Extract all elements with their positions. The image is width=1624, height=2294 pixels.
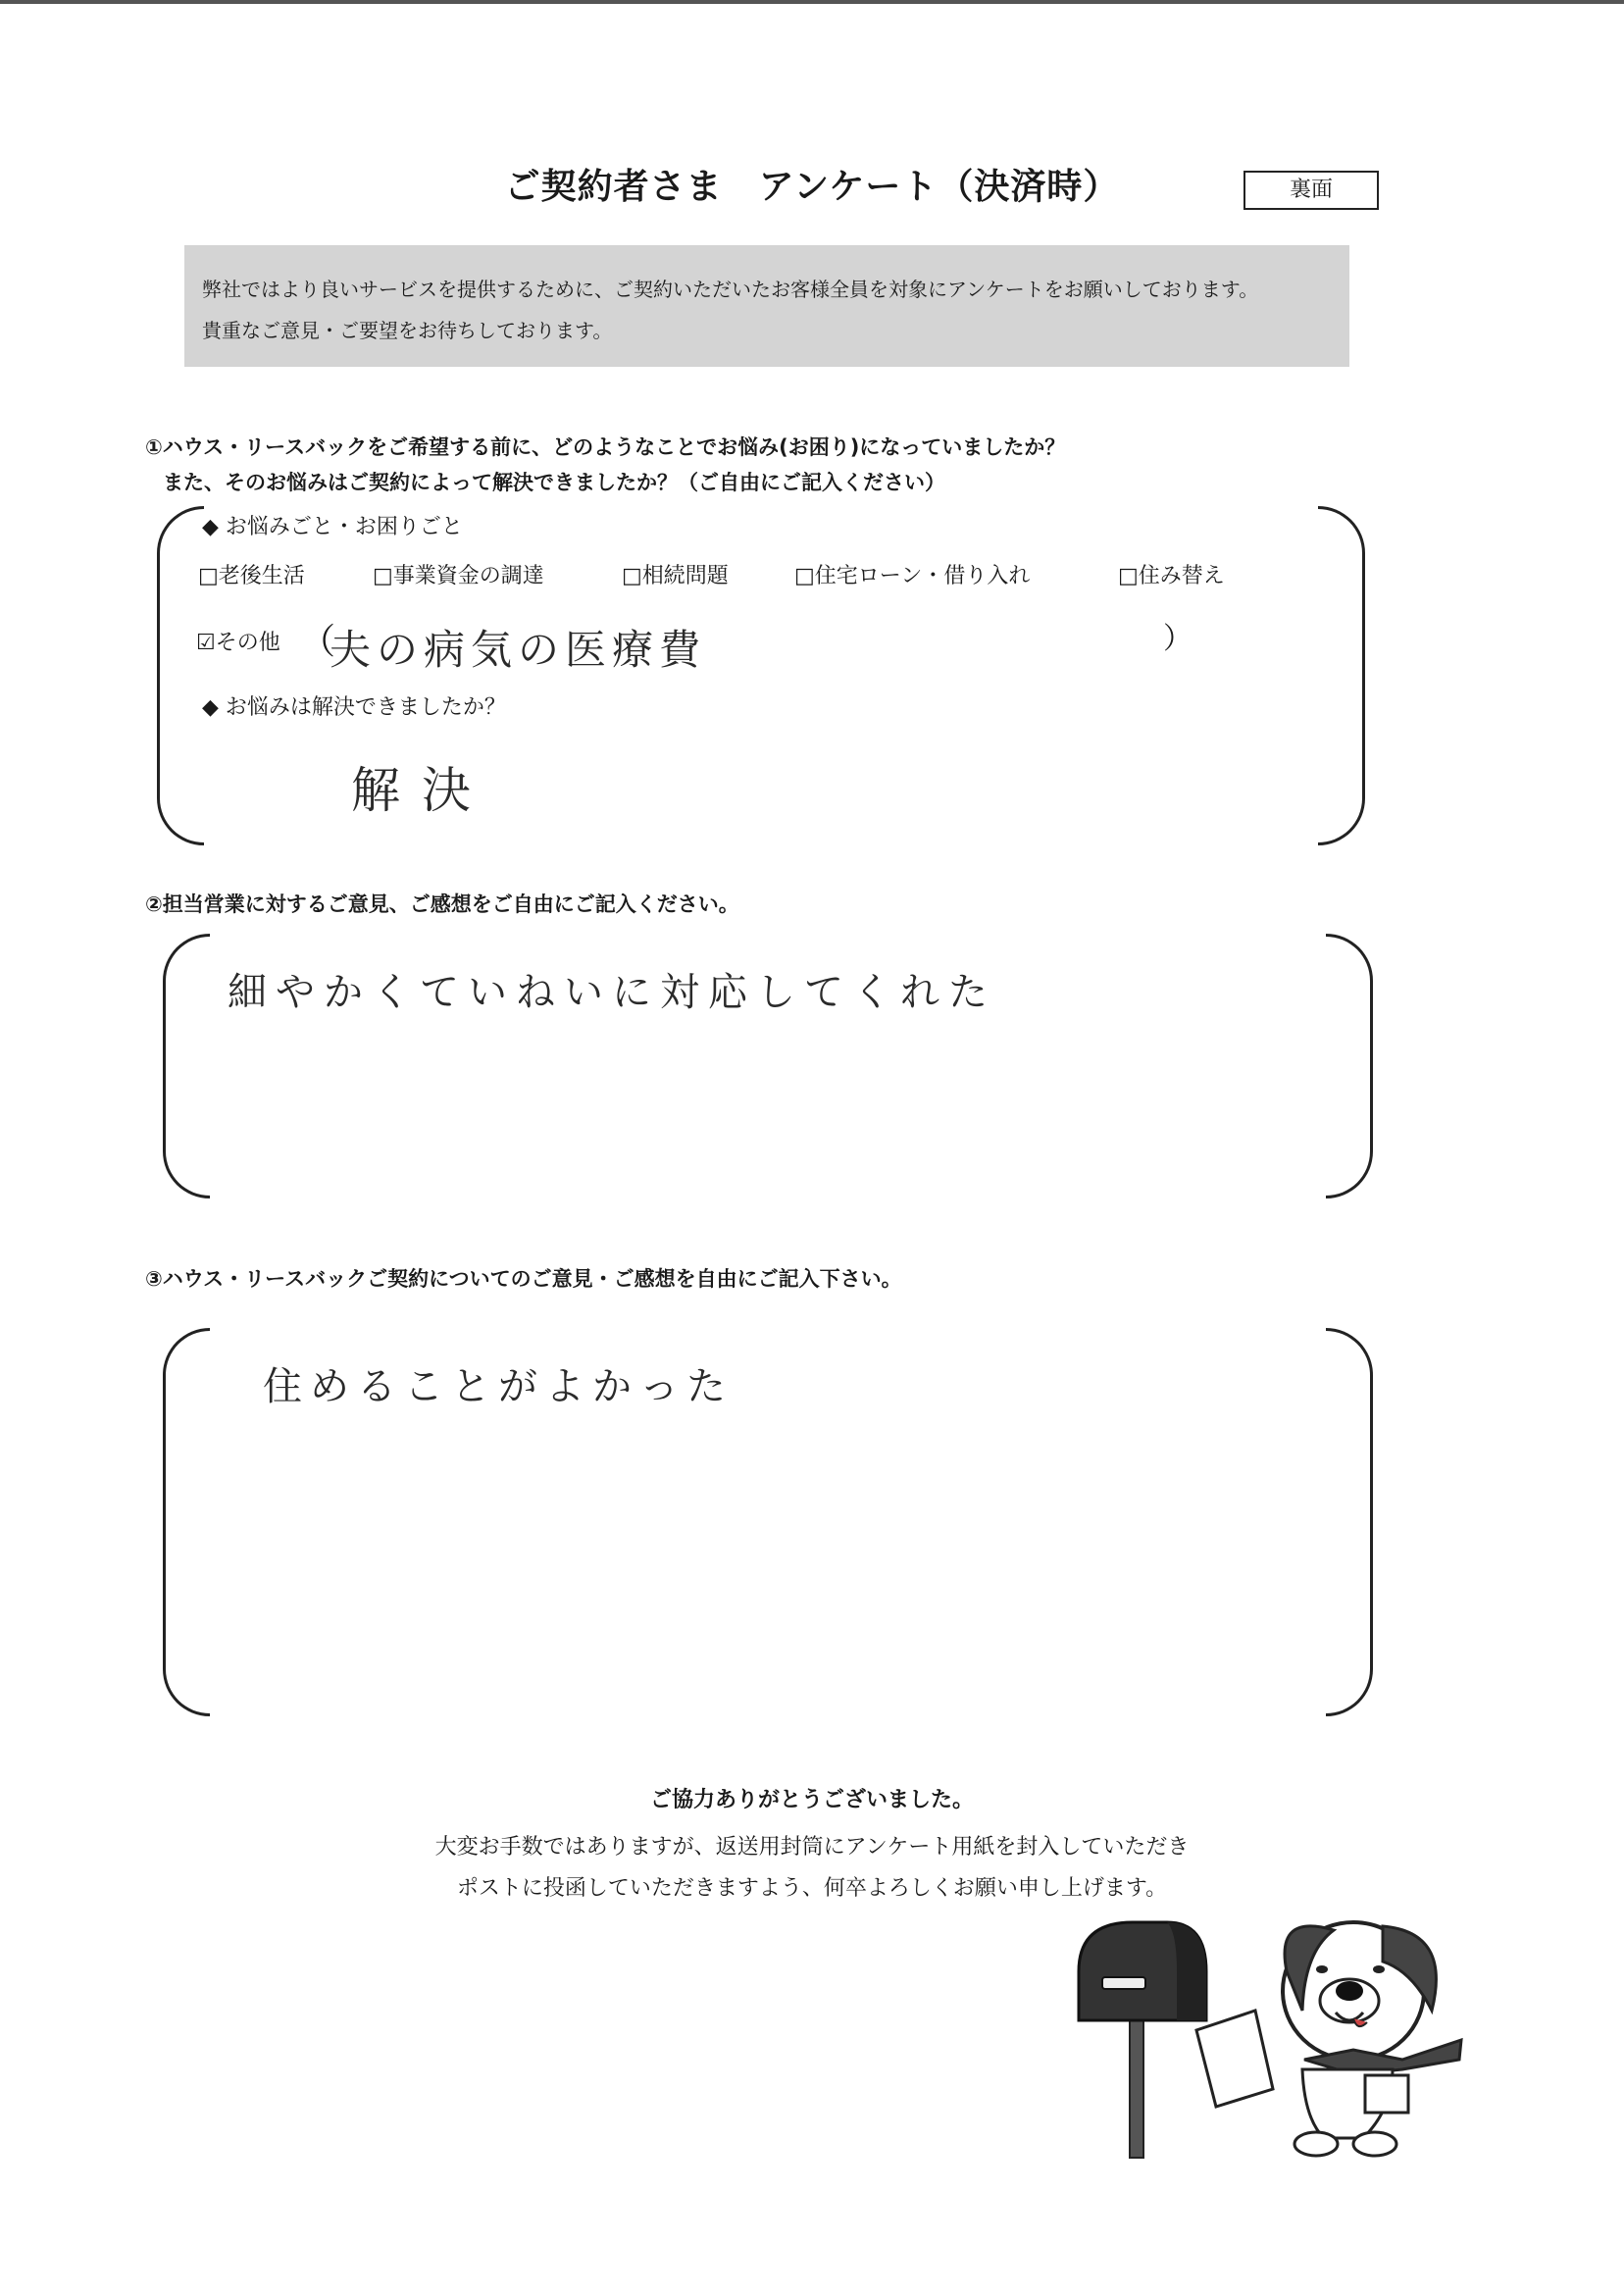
option-label: 住宅ローン・借り入れ [814,564,1031,588]
dog-mascot-icon [1283,1922,1461,2156]
mascot-illustration [1059,1912,1471,2167]
footer-line-2: ポストに投函していただきますよう、何卒よろしくお願い申し上げます。 [456,1876,1168,1901]
open-paren: （ [300,622,336,662]
left-bracket [163,1328,210,1716]
q1-line-1: ①ハウス・リースバックをご希望する前に、どのようなことでお悩み(お困り)になっていましたか？ [145,435,1066,459]
q2-answer-handwriting: 細やかくていねいに対応してくれた [228,970,996,1015]
mailbox-icon [1079,1922,1206,2158]
option-label: 相続問題 [641,564,729,588]
option-other[interactable] [196,626,280,656]
q2-question: ②担当営業に対するご意見、ご感想をご自由にご記入ください。 [145,892,739,916]
option-label: 老後生活 [218,564,305,588]
intro-line-2: 貴重なご意見・ご要望をお待ちしております。 [202,319,613,342]
checkbox-icon: □ [622,564,642,588]
right-bracket [1326,934,1373,1198]
checkbox-icon: □ [794,564,815,588]
footer-line-1: 大変お手数ではありますが、返送用封筒にアンケート用紙を封入していただき [434,1835,1190,1860]
letter-icon [1196,2011,1273,2107]
q3-answer-handwriting: 住めることがよかった [263,1364,734,1409]
option-label: 事業資金の調達 [392,564,544,588]
option-label: その他 [215,631,280,655]
q1-line-2: また、そのお悩みはご契約によって解決できましたか？（ご自由にご記入ください） [163,471,945,494]
right-bracket [1318,506,1365,845]
checked-checkbox-icon: ☑ [196,631,216,655]
option-rogo-seikatsu[interactable] [198,559,305,589]
option-jutaku-loan[interactable] [794,559,1030,589]
q1-section-1-label: ◆ お悩みごと・お困りごと [202,515,463,539]
option-jigyo-shikin[interactable] [373,559,544,589]
intro-box [184,245,1349,367]
left-bracket [163,934,210,1198]
page-title: ご契約者さま アンケート（決済時） [504,167,1120,207]
close-paren: ） [1163,622,1193,656]
side-label: 裏面 [1243,171,1379,210]
right-bracket [1326,1328,1373,1716]
checkbox-icon: □ [198,564,219,588]
option-sozoku-mondai[interactable] [622,559,729,589]
q3-question: ③ハウス・リースバックご契約についてのご意見・ご感想を自由にご記入下さい。 [145,1267,902,1291]
top-border [0,0,1624,4]
checkbox-icon: □ [1118,564,1139,588]
checkbox-icon: □ [373,564,393,588]
option-sumikae[interactable] [1118,559,1225,589]
q1-section-2-label: ◆ お悩みは解決できましたか？ [202,695,506,720]
option-label: 住み替え [1138,564,1225,588]
intro-line-1: 弊社ではより良いサービスを提供するために、ご契約いただいたお客様全員を対象にアンケートをお願いしております。 [202,278,1259,301]
thanks-heading: ご協力ありがとうございました。 [649,1788,974,1812]
resolved-answer-handwriting: 解決 [351,762,492,819]
left-bracket [157,506,204,845]
other-answer-handwriting: 夫の病気の医療費 [330,626,707,674]
